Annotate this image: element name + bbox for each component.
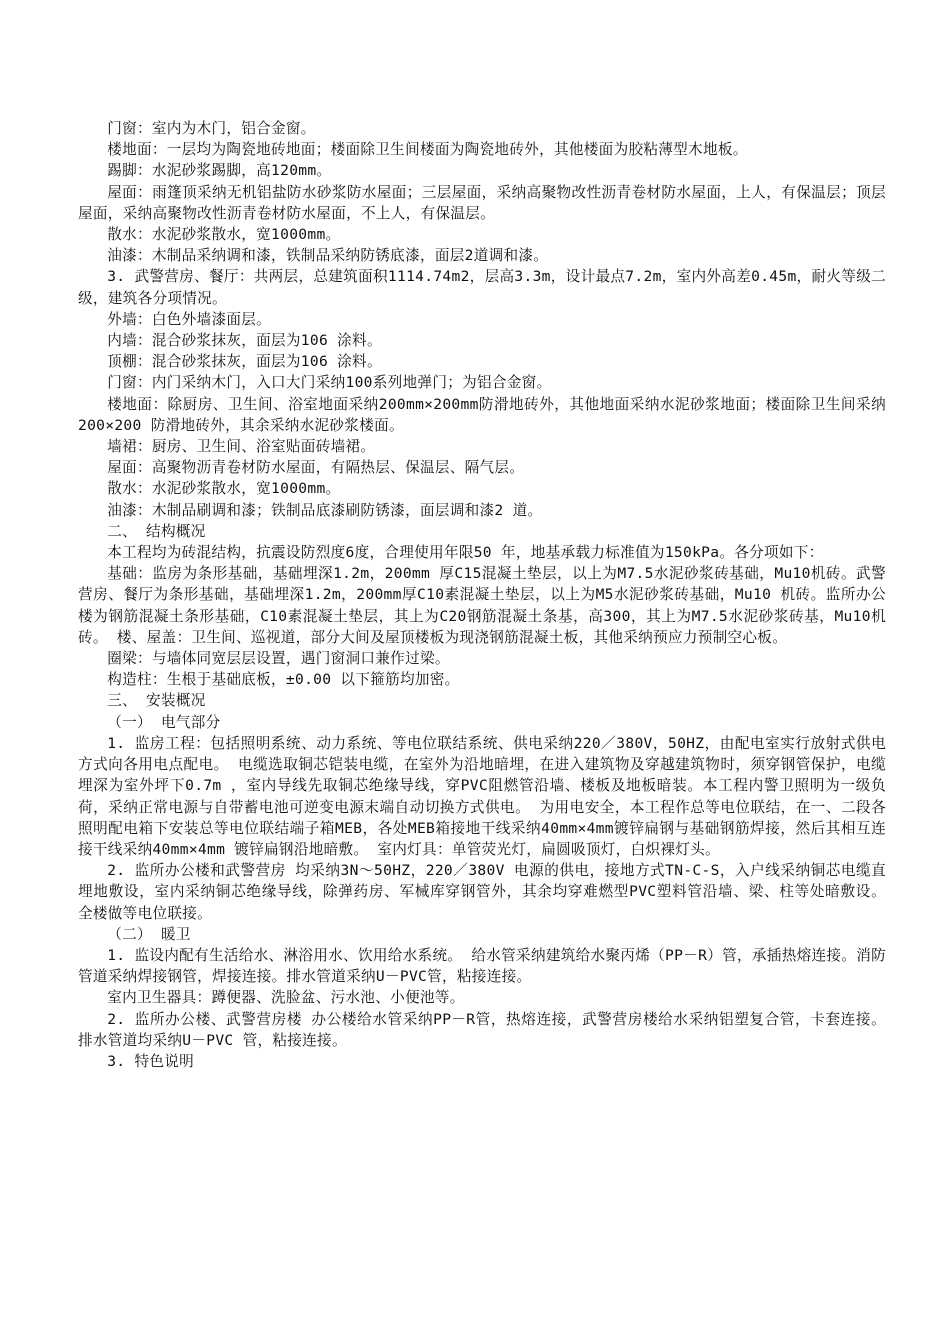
subsection-heading-electrical: （一） 电气部分: [107, 713, 221, 731]
paragraph-foundation: 基础：监房为条形基础，基础埋深1.2m，200mm 厚C15混凝土垫层，以上为M7.5水泥砂浆砖基础，Mu10机砖。武警营房、餐厅为条形基础，基础埋深1.2m，200mm厚C10素混凝土垫层，以上为M5水泥砂浆砖基础，Mu10 机砖。监所办公楼为钢筋混凝土条形基础，C10素混凝土垫层，其上为C20钢筋混凝土条基，高300，其上为M7.5水泥砂浆砖基，Mu10机砖。 楼、屋盖：卫生间、巡视道，部分大间及屋顶楼板为现浇钢筋混凝土板，其他采纳预应力预制空心板。: [78, 565, 886, 646]
paragraph-barracks-floors: 楼地面：除厨房、卫生间、浴室地面采纳200mm×200mm防滑地砖外，其他地面采纳水泥砂浆地面；楼面除卫生间采纳200×200 防滑地砖外，其余采纳水泥砂浆楼面。: [78, 395, 886, 434]
paragraph-sanitary-fixtures: 室内卫生器具：蹲便器、洗脸盆、污水池、小便池等。: [107, 989, 465, 1007]
paragraph-structure-overview: 本工程均为砖混结构，抗震设防烈度6度，合理使用年限50 年，地基承载力标准值为150kPa。各分项如下：: [107, 544, 824, 562]
paragraph-water-systems: 1. 监设内配有生活给水、淋浴用水、饮用给水系统。 给水管采纳建筑给水聚丙烯（PP－R）管，承插热熔连接。消防管道采纳焊接钢管，焊接连接。排水管道采纳U－PVC管，粘接连接。: [78, 946, 886, 986]
paragraph-structural-column: 构造柱：生根于基础底板，±0.00 以下箍筋均加密。: [107, 671, 460, 689]
paragraph-barracks-doors: 门窗：内门采纳木门，入口大门采纳100系列地弹门；为铝合金窗。: [107, 374, 552, 392]
paragraph-barracks-paint: 油漆：木制品刷调和漆；铁制品底漆刷防锈漆，面层调和漆2 道。: [107, 501, 543, 519]
paragraph-skirting: 踢脚：水泥砂浆踢脚，高120mm。: [107, 162, 332, 180]
document-body: [78, 118, 886, 1072]
paragraph-interior-wall: 内墙：混合砂浆抹灰，面层为106 涂料。: [107, 332, 382, 350]
paragraph-wainscot: 墙裙：厨房、卫生间、浴室贴面砖墙裙。: [107, 438, 376, 456]
section-heading-installation: 三、 安装概况: [107, 692, 206, 710]
paragraph-electrical-office: 2. 监所办公楼和武警营房 均采纳3N～50HZ，220／380V 电源的供电，接地方式TN-C-S，入户线采纳铜芯电缆直埋地敷设，室内采纳铜芯绝缘导线，除弹药房、军械库穿钢管外，其余均穿难燃型PVC塑料管沿墙、梁、柱等处暗敷设。 全楼做等电位联接。: [78, 862, 886, 922]
paragraph-floors: 楼地面：一层均为陶瓷地砖地面；楼面除卫生间楼面为陶瓷地砖外，其他楼面为胶粘薄型木地板。: [107, 141, 748, 159]
subsection-heading-hvac-plumbing: （二） 暖卫: [107, 925, 191, 943]
section-heading-structure: 二、 结构概况: [107, 522, 206, 540]
paragraph-barracks-roof: 屋面：高聚物沥青卷材防水屋面，有隔热层、保温层、隔气层。: [107, 459, 525, 477]
paragraph-barracks-apron: 散水：水泥砂浆散水，宽1000mm。: [107, 480, 341, 498]
paragraph-office-water: 2. 监所办公楼、武警营房楼 办公楼给水管采纳PP－R管，热熔连接，武警营房楼给水采纳铝塑复合管，卡套连接。 排水管道均采纳U－PVC 管，粘接连接。: [78, 1010, 886, 1049]
paragraph-exterior-wall: 外墙：白色外墙漆面层。: [107, 310, 272, 328]
paragraph-ceiling: 顶棚：混合砂浆抹灰，面层为106 涂料。: [107, 353, 382, 371]
paragraph-electrical-prison: 1. 监房工程：包括照明系统、动力系统、等电位联结系统、供电采纳220／380V，50HZ，由配电室实行放射式供电方式向各用电点配电。 电缆选取铜芯铠装电缆，在室外为沿地暗埋，在进入建筑物及穿越建筑物时，须穿钢管保护，电缆埋深为室外坪下0.7m ，室内导线先取铜芯绝缘导线，穿PVC阻燃管沿墙、楼板及地板暗装。本工程内警卫照明为一级负荷，采纳正常电源与自带蓄电池可逆变电源末端自动切换方式供电。 为用电安全，本工程作总等电位联结，在一、二段各照明配电箱下安装总等电位联结端子箱MEB，各处MEB箱接地干线采纳40mm×4mm镀锌扁钢与基础钢筋焊接，然后其相互连接干线采纳40mm×4mm 镀锌扁钢沿地暗敷。 室内灯具：单管荧光灯，扁圆吸顶灯，白炽裸灯头。: [78, 734, 886, 858]
paragraph-apron: 散水：水泥砂浆散水，宽1000mm。: [107, 226, 341, 244]
paragraph-ring-beam: 圈梁：与墙体同宽层层设置，遇门窗洞口兼作过梁。: [107, 650, 450, 668]
paragraph-special-notes: 3. 特色说明: [107, 1052, 195, 1070]
paragraph-doors-windows: 门窗：室内为木门，铝合金窗。: [107, 120, 316, 137]
paragraph-roof: 屋面：雨篷顶采纳无机铝盐防水砂浆防水屋面；三层屋面，采纳高聚物改性沥青卷材防水屋面，上人，有保温层；顶层屋面，采纳高聚物改性沥青卷材防水屋面，不上人，有保温层。: [78, 183, 886, 222]
paragraph-barracks-overview: 3. 武警营房、餐厅：共两层，总建筑面积1114.74m2，层高3.3m，设计最点7.2m，室内外高差0.45m，耐火等级二级，建筑各分项情况。: [78, 268, 886, 307]
paragraph-paint: 油漆：木制品采纳调和漆，铁制品采纳防锈底漆，面层2道调和漆。: [107, 247, 549, 265]
